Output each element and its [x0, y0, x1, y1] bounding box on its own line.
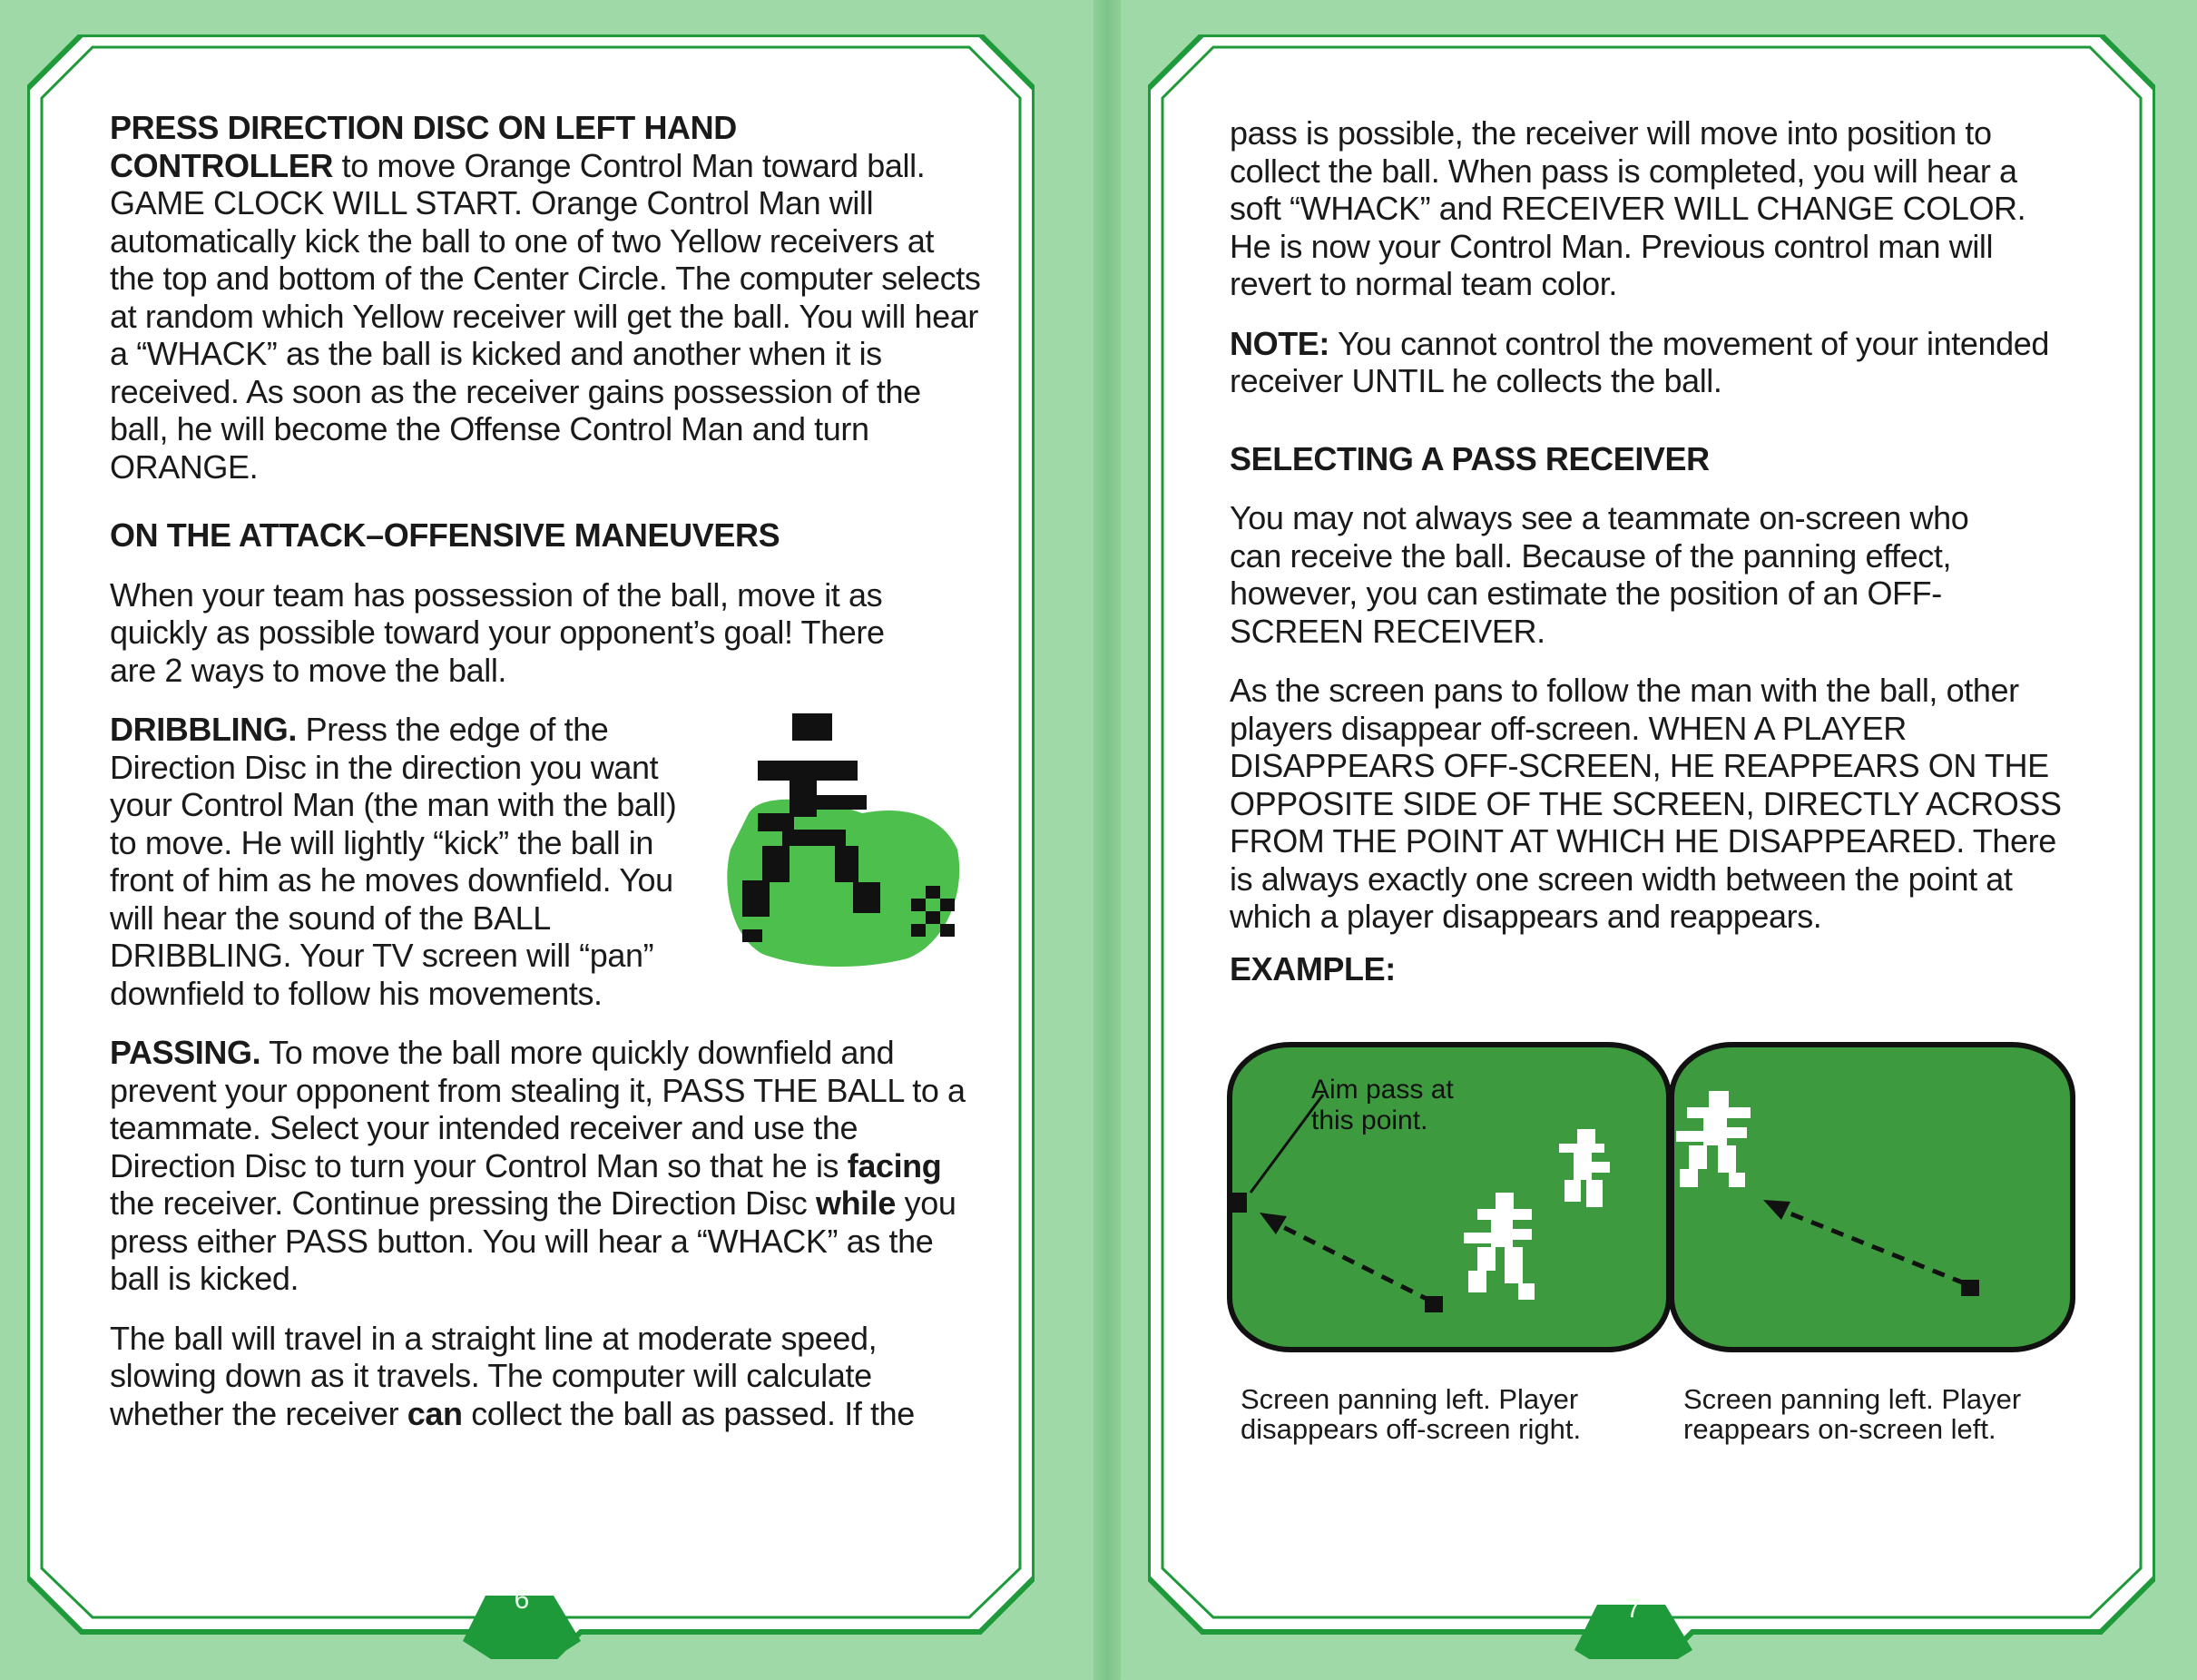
passing-paragraph: PASSING. To move the ball more quickly downfield and prevent your opponent from stealing it, PASS THE BALL to a teammate. Select your intended receiver and use the Direction Disc to turn your Control Man so that he is facing the receiver. Continue pressing the Direction Disc while you press either PASS button. You will hear a “WHACK” as the ball is kicked. — [110, 1034, 966, 1297]
pass-arrow-left — [1269, 1220, 1432, 1302]
ball-marker-left — [1425, 1296, 1443, 1312]
caption-left: Screen panning left. Player disappears off-screen right. — [1241, 1383, 1582, 1445]
player-figure-left-2 — [1559, 1129, 1610, 1207]
dribbling-paragraph: DRIBBLING. Press the edge of the Direction Disc in the direction you want your Control Man (the man with the ball) to move. He will lightly “kick” the ball in front of him as he moves downfield. You will hear the sound of the BALL DRIBBLING. Your TV screen will “pan” downfield to follow his movements. — [110, 711, 677, 1012]
example-screen-right-drawing — [1674, 1047, 2070, 1347]
selecting-receiver-paragraph: You may not always see a teammate on-screen who can receive the ball. Because of the panning effect, however, you can estimate the position of an OFF-SCREEN RECEIVER. — [1230, 499, 1969, 650]
right-page-number: 7 — [1625, 1594, 1642, 1624]
press-direction-paragraph: CONTROLLER to move Orange Control Man toward ball. GAME CLOCK WILL START. Orange Control Man will automatically kick the ball to one of two Yellow receivers at the top and bottom of the Center Circle. The computer selects at random which Yellow receiver will get the ball. You will hear a “WHACK” as the ball is kicked and another when it is received. As soon as the receiver gains possession of the ball, he will become the Offense Control Man and turn ORANGE. — [110, 146, 981, 486]
book-gutter — [1094, 0, 1121, 1680]
ball-marker-right — [1961, 1280, 1979, 1296]
left-page — [27, 34, 1035, 1659]
press-direction-heading: PRESS DIRECTION DISC ON LEFT HAND — [110, 109, 737, 146]
target-point-marker — [1232, 1193, 1247, 1213]
example-heading: EXAMPLE: — [1230, 949, 1396, 987]
left-page-number: 6 — [514, 1585, 530, 1615]
note-paragraph: NOTE: You cannot control the movement of your intended receiver UNTIL he collects the ball. — [1230, 324, 2049, 399]
dribbling-player-illustration — [708, 713, 1016, 986]
caption-right: Screen panning left. Player reappears on-screen left. — [1683, 1383, 2022, 1445]
panning-paragraph: As the screen pans to follow the man with the ball, other players disappear off-screen. WHEN A PLAYER DISAPPEARS OFF-SCREEN, HE REAPPEARS ON THE OPPOSITE SIDE OF THE SCREEN, DIRECTLY ACROSS FROM THE POINT AT WHICH HE DISAPPEARED. There is always exactly one screen width between the point at which a player disappears and reappears. — [1230, 672, 2062, 935]
right-page — [1148, 34, 2155, 1659]
travel-paragraph: The ball will travel in a straight line at moderate speed, slowing down as it travels. The computer will calculate whether the receiver can collect the ball as passed. If the — [110, 1319, 915, 1432]
player-figure-right — [1676, 1091, 1751, 1187]
aim-pass-callout: Aim pass at this point. — [1311, 1075, 1454, 1135]
player-figure-left-1 — [1464, 1193, 1535, 1300]
selecting-receiver-heading: SELECTING A PASS RECEIVER — [1230, 439, 1710, 477]
right-page-text — [1230, 114, 2074, 1009]
example-screen-right — [1669, 1042, 2075, 1352]
attack-paragraph: When your team has possession of the ball, move it as quickly as possible toward your opponent’s goal! There are 2 ways to move the ball. — [110, 575, 885, 689]
pass-arrow-right — [1774, 1207, 1965, 1283]
attack-heading: ON THE ATTACK–OFFENSIVE MANEUVERS — [110, 516, 780, 554]
continuation-paragraph: pass is possible, the receiver will move into position to collect the ball. When pass is completed, you will hear a soft “WHACK” and RECEIVER WILL CHANGE COLOR. He is now your Control Man. Previous control man will revert to normal team color. — [1230, 114, 2026, 302]
